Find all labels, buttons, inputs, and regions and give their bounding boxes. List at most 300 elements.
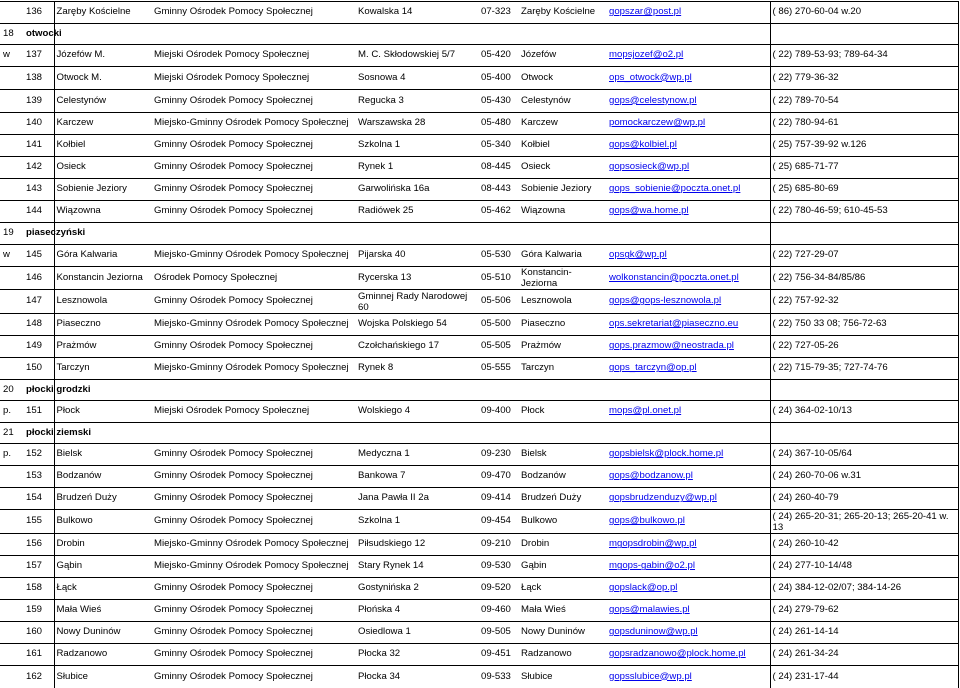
row-number: 150 (24, 358, 54, 380)
street-address: Czołchańskiego 17 (356, 336, 479, 358)
section-empty-cell (54, 24, 152, 45)
section-number: 19 (0, 223, 24, 245)
city: Kołbiel (519, 135, 607, 157)
section-empty-cell (607, 380, 770, 401)
city: Bielsk (519, 444, 607, 466)
row-number: 144 (24, 201, 54, 223)
postal-code: 09-454 (479, 510, 519, 534)
section-empty-cell (607, 24, 770, 45)
phone-number: ( 24) 265-20-31; 265-20-13; 265-20-41 w. 13 (770, 510, 958, 534)
row-number: 160 (24, 622, 54, 644)
street-address: Płocka 32 (356, 644, 479, 666)
city: Płock (519, 401, 607, 423)
street-address: Gminnej Rady Narodowej 60 (356, 290, 479, 314)
phone-number: ( 24) 277-10-14/48 (770, 556, 958, 578)
section-number: 18 (0, 24, 24, 45)
city: Bulkowo (519, 510, 607, 534)
table-row (0, 90, 958, 113)
phone-number: ( 22) 789-53-93; 789-64-34 (770, 45, 958, 67)
section-empty-cell (356, 423, 479, 444)
city: Józefów (519, 45, 607, 67)
table-row (0, 358, 958, 380)
section-name: płocki ziemski (24, 423, 54, 444)
section-empty-cell (770, 24, 958, 45)
municipality: Radzanowo (54, 644, 152, 666)
section-empty-cell (770, 380, 958, 401)
street-address: Sosnowa 4 (356, 67, 479, 90)
row-number: 161 (24, 644, 54, 666)
municipality: Kołbiel (54, 135, 152, 157)
section-empty-cell (519, 24, 607, 45)
email-link[interactable]: gopsduninow@wp.pl (607, 622, 770, 644)
institution-name: Gminny Ośrodek Pomocy Społecznej (152, 290, 356, 314)
table-row (0, 45, 958, 67)
row-number: 139 (24, 90, 54, 113)
municipality: Celestynów (54, 90, 152, 113)
table-row (0, 401, 958, 423)
email-link[interactable]: mopsjozef@o2.pl (607, 45, 770, 67)
municipality: Drobin (54, 534, 152, 556)
row-number: 142 (24, 157, 54, 179)
table-row (0, 666, 958, 688)
institution-name: Miejsko-Gminny Ośrodek Pomocy Społecznej (152, 113, 356, 135)
street-address: Płońska 4 (356, 600, 479, 622)
institution-name: Miejsko-Gminny Ośrodek Pomocy Społecznej (152, 245, 356, 267)
institution-name: Miejski Ośrodek Pomocy Społecznej (152, 67, 356, 90)
postal-code: 05-500 (479, 314, 519, 336)
municipality: Gąbin (54, 556, 152, 578)
table-row (0, 488, 958, 510)
row-number: 147 (24, 290, 54, 314)
phone-number: ( 22) 789-70-54 (770, 90, 958, 113)
section-empty-cell (770, 223, 958, 245)
region-code (0, 622, 24, 644)
city: Piaseczno (519, 314, 607, 336)
phone-number: ( 24) 261-34-24 (770, 644, 958, 666)
section-empty-cell (770, 423, 958, 444)
street-address: Osiedlowa 1 (356, 622, 479, 644)
email-link[interactable]: gops@kolbiel.pl (607, 135, 770, 157)
region-code (0, 290, 24, 314)
city: Słubice (519, 666, 607, 688)
table-row (0, 157, 958, 179)
phone-number: ( 22) 727-05-26 (770, 336, 958, 358)
city: Zaręby Kościelne (519, 2, 607, 24)
city: Nowy Duninów (519, 622, 607, 644)
postal-code: 05-506 (479, 290, 519, 314)
postal-code: 09-230 (479, 444, 519, 466)
section-name: piaseczyński (24, 223, 54, 245)
section-empty-cell (356, 223, 479, 245)
region-code (0, 2, 24, 24)
table-row (0, 245, 958, 267)
section-number: 20 (0, 380, 24, 401)
municipality: Zaręby Kościelne (54, 2, 152, 24)
region-code (0, 336, 24, 358)
region-code (0, 666, 24, 688)
section-name: płocki grodzki (24, 380, 54, 401)
table-row (0, 113, 958, 135)
city: Prażmów (519, 336, 607, 358)
region-code: w (0, 45, 24, 67)
section-header-row (0, 380, 958, 401)
section-header-row (0, 423, 958, 444)
city: Konstancin-Jeziorna (519, 267, 607, 290)
phone-number: ( 24) 364-02-10/13 (770, 401, 958, 423)
section-empty-cell (519, 380, 607, 401)
region-code (0, 135, 24, 157)
phone-number: ( 22) 727-29-07 (770, 245, 958, 267)
city: Sobienie Jeziory (519, 179, 607, 201)
email-link[interactable]: gops_sobienie@poczta.onet.pl (607, 179, 770, 201)
row-number: 153 (24, 466, 54, 488)
table-row (0, 644, 958, 666)
table-row (0, 267, 958, 290)
institution-name: Gminny Ośrodek Pomocy Społecznej (152, 444, 356, 466)
table-row (0, 466, 958, 488)
email-link[interactable]: gopslack@op.pl (607, 578, 770, 600)
email-link[interactable]: gops@bulkowo.pl (607, 510, 770, 534)
street-address: Warszawska 28 (356, 113, 479, 135)
street-address: Jana Pawła II 2a (356, 488, 479, 510)
street-address: Rynek 8 (356, 358, 479, 380)
table-row (0, 534, 958, 556)
institution-name: Miejsko-Gminny Ośrodek Pomocy Społecznej (152, 314, 356, 336)
phone-number: ( 25) 685-71-77 (770, 157, 958, 179)
phone-number: ( 22) 715-79-35; 727-74-76 (770, 358, 958, 380)
section-empty-cell (356, 24, 479, 45)
postal-code: 05-400 (479, 67, 519, 90)
email-link[interactable]: ops.sekretariat@piaseczno.eu (607, 314, 770, 336)
phone-number: ( 22) 750 33 08; 756-72-63 (770, 314, 958, 336)
row-number: 152 (24, 444, 54, 466)
region-code: p. (0, 401, 24, 423)
institution-name: Miejski Ośrodek Pomocy Społecznej (152, 401, 356, 423)
email-link[interactable]: mgopsdrobin@wp.pl (607, 534, 770, 556)
postal-code: 09-451 (479, 644, 519, 666)
section-header-row (0, 223, 958, 245)
municipality: Lesznowola (54, 290, 152, 314)
section-header-row (0, 24, 958, 45)
phone-number: ( 24) 260-40-79 (770, 488, 958, 510)
postal-code: 09-470 (479, 466, 519, 488)
phone-number: ( 24) 231-17-44 (770, 666, 958, 688)
section-empty-cell (356, 380, 479, 401)
postal-code: 08-445 (479, 157, 519, 179)
street-address: Rynek 1 (356, 157, 479, 179)
row-number: 162 (24, 666, 54, 688)
email-link[interactable]: gopsosieck@wp.pl (607, 157, 770, 179)
municipality: Otwock M. (54, 67, 152, 90)
email-link[interactable]: gopsbrudzenduzy@wp.pl (607, 488, 770, 510)
municipality: Bodzanów (54, 466, 152, 488)
section-empty-cell (607, 423, 770, 444)
email-link[interactable]: gopsradzanowo@plock.home.pl (607, 644, 770, 666)
table-row (0, 290, 958, 314)
institution-name: Gminny Ośrodek Pomocy Społecznej (152, 336, 356, 358)
city: Łąck (519, 578, 607, 600)
section-empty-cell (479, 423, 519, 444)
table-row (0, 201, 958, 223)
street-address: Gostynińska 2 (356, 578, 479, 600)
postal-code: 09-400 (479, 401, 519, 423)
municipality: Góra Kalwaria (54, 245, 152, 267)
postal-code: 05-555 (479, 358, 519, 380)
section-empty-cell (479, 380, 519, 401)
postal-code: 09-520 (479, 578, 519, 600)
table-row (0, 622, 958, 644)
email-link[interactable]: gopsslubice@wp.pl (607, 666, 770, 688)
postal-code: 05-462 (479, 201, 519, 223)
municipality: Józefów M. (54, 45, 152, 67)
region-code (0, 534, 24, 556)
institution-name: Gminny Ośrodek Pomocy Społecznej (152, 488, 356, 510)
section-number: 21 (0, 423, 24, 444)
municipality: Bielsk (54, 444, 152, 466)
region-code (0, 466, 24, 488)
street-address: Regucka 3 (356, 90, 479, 113)
street-address: Wojska Polskiego 54 (356, 314, 479, 336)
phone-number: ( 24) 260-10-42 (770, 534, 958, 556)
municipality: Płock (54, 401, 152, 423)
table-row (0, 336, 958, 358)
region-code (0, 358, 24, 380)
email-link[interactable]: gops.prazmow@neostrada.pl (607, 336, 770, 358)
municipality: Brudzeń Duży (54, 488, 152, 510)
table-row (0, 556, 958, 578)
institution-name: Miejsko-Gminny Ośrodek Pomocy Społecznej (152, 534, 356, 556)
section-empty-cell (152, 380, 356, 401)
table-row (0, 600, 958, 622)
city: Lesznowola (519, 290, 607, 314)
table-body (0, 2, 958, 688)
phone-number: ( 22) 780-94-61 (770, 113, 958, 135)
postal-code: 09-530 (479, 556, 519, 578)
row-number: 158 (24, 578, 54, 600)
email-link[interactable]: pomockarczew@wp.pl (607, 113, 770, 135)
city: Mała Wieś (519, 600, 607, 622)
email-link[interactable]: gops@malawies.pl (607, 600, 770, 622)
postal-code: 09-414 (479, 488, 519, 510)
row-number: 141 (24, 135, 54, 157)
municipality: Słubice (54, 666, 152, 688)
phone-number: ( 22) 779-36-32 (770, 67, 958, 90)
region-code (0, 179, 24, 201)
street-address: Pijarska 40 (356, 245, 479, 267)
street-address: Garwolińska 16a (356, 179, 479, 201)
city: Tarczyn (519, 358, 607, 380)
row-number: 136 (24, 2, 54, 24)
section-name: otwocki (24, 24, 54, 45)
region-code (0, 267, 24, 290)
city: Wiązowna (519, 201, 607, 223)
row-number: 138 (24, 67, 54, 90)
section-empty-cell (479, 223, 519, 245)
table-row (0, 67, 958, 90)
region-code (0, 67, 24, 90)
city: Otwock (519, 67, 607, 90)
institution-name: Miejsko-Gminny Ośrodek Pomocy Społecznej (152, 556, 356, 578)
institution-name: Gminny Ośrodek Pomocy Społecznej (152, 644, 356, 666)
email-link[interactable]: gopsbielsk@plock.home.pl (607, 444, 770, 466)
email-link[interactable]: ops_otwock@wp.pl (607, 67, 770, 90)
region-code (0, 644, 24, 666)
street-address: Szkolna 1 (356, 510, 479, 534)
row-number: 159 (24, 600, 54, 622)
email-link[interactable]: gopszar@post.pl (607, 2, 770, 24)
city: Góra Kalwaria (519, 245, 607, 267)
street-address: Kowalska 14 (356, 2, 479, 24)
row-number: 137 (24, 45, 54, 67)
row-number: 155 (24, 510, 54, 534)
institution-name: Miejski Ośrodek Pomocy Społecznej (152, 45, 356, 67)
region-code (0, 510, 24, 534)
phone-number: ( 22) 780-46-59; 610-45-53 (770, 201, 958, 223)
institution-name: Gminny Ośrodek Pomocy Społecznej (152, 600, 356, 622)
institution-name: Ośrodek Pomocy Społecznej (152, 267, 356, 290)
email-link[interactable]: gops@celestynow.pl (607, 90, 770, 113)
phone-number: ( 22) 756-34-84/85/86 (770, 267, 958, 290)
municipality: Łąck (54, 578, 152, 600)
table-row (0, 510, 958, 534)
institution-name: Gminny Ośrodek Pomocy Społecznej (152, 135, 356, 157)
section-empty-cell (519, 423, 607, 444)
region-code (0, 600, 24, 622)
postal-code: 05-510 (479, 267, 519, 290)
city: Bodzanów (519, 466, 607, 488)
postal-code: 08-443 (479, 179, 519, 201)
street-address: Rycerska 13 (356, 267, 479, 290)
row-number: 157 (24, 556, 54, 578)
street-address: Medyczna 1 (356, 444, 479, 466)
municipality: Piaseczno (54, 314, 152, 336)
region-code (0, 113, 24, 135)
email-link[interactable]: gops@bodzanow.pl (607, 466, 770, 488)
row-number: 154 (24, 488, 54, 510)
email-link[interactable]: opsgk@wp.pl (607, 245, 770, 267)
city: Drobin (519, 534, 607, 556)
institution-name: Gminny Ośrodek Pomocy Społecznej (152, 466, 356, 488)
postal-code: 05-420 (479, 45, 519, 67)
email-link[interactable]: mops@pl.onet.pl (607, 401, 770, 423)
email-link[interactable]: mgops-gabin@o2.pl (607, 556, 770, 578)
institution-name: Gminny Ośrodek Pomocy Społecznej (152, 666, 356, 688)
postal-code: 05-430 (479, 90, 519, 113)
institution-name: Gminny Ośrodek Pomocy Społecznej (152, 157, 356, 179)
region-code: p. (0, 444, 24, 466)
section-empty-cell (519, 223, 607, 245)
municipality: Nowy Duninów (54, 622, 152, 644)
institution-name: Gminny Ośrodek Pomocy Społecznej (152, 2, 356, 24)
email-link[interactable]: wolkonstancin@poczta.onet.pl (607, 267, 770, 290)
postal-code: 05-340 (479, 135, 519, 157)
institution-name: Gminny Ośrodek Pomocy Społecznej (152, 201, 356, 223)
institution-name: Gminny Ośrodek Pomocy Społecznej (152, 622, 356, 644)
phone-number: ( 24) 384-12-02/07; 384-14-26 (770, 578, 958, 600)
row-number: 149 (24, 336, 54, 358)
section-empty-cell (152, 223, 356, 245)
row-number: 143 (24, 179, 54, 201)
section-empty-cell (152, 423, 356, 444)
table-row (0, 314, 958, 336)
street-address: M. C. Skłodowskiej 5/7 (356, 45, 479, 67)
email-link[interactable]: gops_tarczyn@op.pl (607, 358, 770, 380)
city: Osieck (519, 157, 607, 179)
section-empty-cell (152, 24, 356, 45)
city: Brudzeń Duży (519, 488, 607, 510)
region-code (0, 201, 24, 223)
ops-directory-table (0, 1, 959, 688)
postal-code: 05-530 (479, 245, 519, 267)
institution-name: Miejsko-Gminny Ośrodek Pomocy Społecznej (152, 358, 356, 380)
street-address: Płocka 34 (356, 666, 479, 688)
table-row (0, 179, 958, 201)
region-code (0, 488, 24, 510)
institution-name: Gminny Ośrodek Pomocy Społecznej (152, 578, 356, 600)
institution-name: Gminny Ośrodek Pomocy Społecznej (152, 179, 356, 201)
phone-number: ( 24) 279-79-62 (770, 600, 958, 622)
municipality: Konstancin Jeziorna (54, 267, 152, 290)
section-empty-cell (479, 24, 519, 45)
region-code (0, 90, 24, 113)
row-number: 146 (24, 267, 54, 290)
city: Celestynów (519, 90, 607, 113)
municipality: Wiązowna (54, 201, 152, 223)
municipality: Mała Wieś (54, 600, 152, 622)
street-address: Wolskiego 4 (356, 401, 479, 423)
phone-number: ( 25) 685-80-69 (770, 179, 958, 201)
postal-code: 05-480 (479, 113, 519, 135)
municipality: Karczew (54, 113, 152, 135)
postal-code: 09-505 (479, 622, 519, 644)
region-code (0, 578, 24, 600)
phone-number: ( 22) 757-92-32 (770, 290, 958, 314)
municipality: Bulkowo (54, 510, 152, 534)
postal-code: 07-323 (479, 2, 519, 24)
postal-code: 09-210 (479, 534, 519, 556)
region-code (0, 556, 24, 578)
section-empty-cell (607, 223, 770, 245)
phone-number: ( 24) 261-14-14 (770, 622, 958, 644)
municipality: Sobienie Jeziory (54, 179, 152, 201)
phone-number: ( 24) 367-10-05/64 (770, 444, 958, 466)
municipality: Prażmów (54, 336, 152, 358)
table-row (0, 444, 958, 466)
street-address: Stary Rynek 14 (356, 556, 479, 578)
phone-number: ( 24) 260-70-06 w.31 (770, 466, 958, 488)
table-row (0, 135, 958, 157)
region-code: w (0, 245, 24, 267)
city: Gąbin (519, 556, 607, 578)
city: Karczew (519, 113, 607, 135)
row-number: 156 (24, 534, 54, 556)
row-number: 145 (24, 245, 54, 267)
institution-name: Gminny Ośrodek Pomocy Społecznej (152, 90, 356, 113)
region-code (0, 314, 24, 336)
row-number: 148 (24, 314, 54, 336)
email-link[interactable]: gops@gops-lesznowola.pl (607, 290, 770, 314)
row-number: 151 (24, 401, 54, 423)
postal-code: 09-533 (479, 666, 519, 688)
municipality: Tarczyn (54, 358, 152, 380)
email-link[interactable]: gops@wa.home.pl (607, 201, 770, 223)
phone-number: ( 86) 270-60-04 w.20 (770, 2, 958, 24)
institution-name: Gminny Ośrodek Pomocy Społecznej (152, 510, 356, 534)
table-row (0, 2, 958, 24)
street-address: Bankowa 7 (356, 466, 479, 488)
city: Radzanowo (519, 644, 607, 666)
street-address: Szkolna 1 (356, 135, 479, 157)
